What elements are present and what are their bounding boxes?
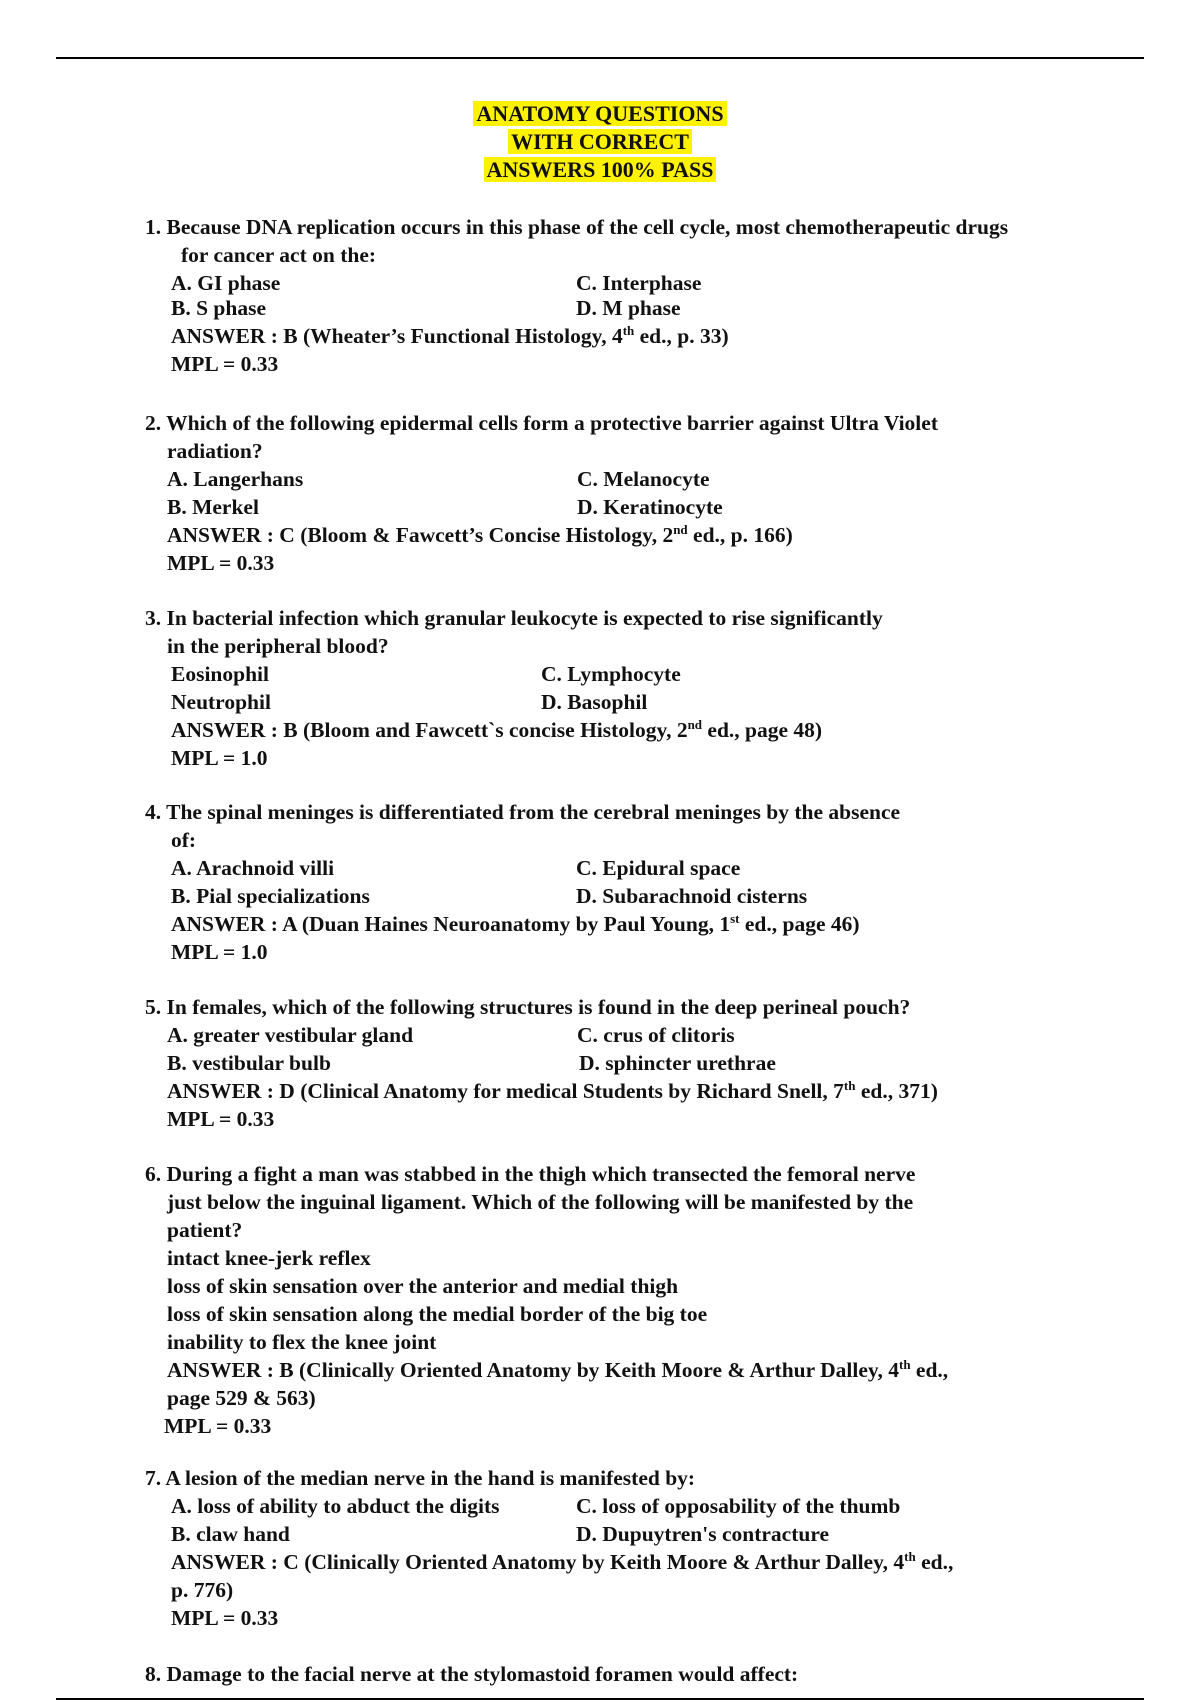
- question-4: [145, 798, 1135, 966]
- option-c: loss of skin sensation along the medial border of the big toe: [167, 1302, 708, 1326]
- answer-line: ANSWER : B (Bloom and Fawcett`s concise Histology, 2nd ed., page 48): [171, 716, 823, 742]
- question-stem: 8. Damage to the facial nerve at the stylomastoid foramen would affect:: [145, 1662, 799, 1686]
- option-c: C. Lymphocyte: [541, 662, 681, 686]
- top-rule: [56, 57, 1144, 59]
- question-7: [145, 1464, 1135, 1632]
- question-3: [145, 604, 1135, 772]
- option-c: C. Epidural space: [576, 856, 741, 880]
- option-a: A. Langerhans: [167, 467, 304, 491]
- option-b: B. Pial specializations: [171, 884, 370, 908]
- question-stem: in the peripheral blood?: [167, 634, 389, 658]
- answer-line-continued: p. 776): [171, 1578, 234, 1602]
- question-stem: radiation?: [167, 439, 263, 463]
- mpl-value: MPL = 0.33: [167, 551, 275, 575]
- document-title: [0, 100, 1200, 184]
- mpl-value: MPL = 1.0: [171, 940, 268, 964]
- question-stem: 7. A lesion of the median nerve in the hand is manifested by:: [145, 1466, 696, 1490]
- option-a: A. loss of ability to abduct the digits: [171, 1494, 500, 1518]
- title-line-3: ANSWERS 100% PASS: [484, 157, 717, 182]
- option-b: Neutrophil: [171, 690, 271, 714]
- option-b: B. S phase: [171, 296, 266, 320]
- title-line-1: ANATOMY QUESTIONS: [473, 101, 726, 126]
- option-d: D. M phase: [576, 296, 681, 320]
- option-d: inability to flex the knee joint: [167, 1330, 437, 1354]
- answer-line: ANSWER : A (Duan Haines Neuroanatomy by Paul Young, 1st ed., page 46): [171, 910, 860, 936]
- mpl-value: MPL = 0.33: [164, 1414, 272, 1438]
- question-stem: 2. Which of the following epidermal cells form a protective barrier against Ultra Violet: [145, 411, 938, 435]
- answer-line: ANSWER : C (Bloom & Fawcett’s Concise Histology, 2nd ed., p. 166): [167, 521, 793, 547]
- answer-line-continued: page 529 & 563): [167, 1386, 316, 1410]
- option-d: D. Subarachnoid cisterns: [576, 884, 808, 908]
- option-a: A. greater vestibular gland: [167, 1023, 414, 1047]
- answer-line: ANSWER : B (Clinically Oriented Anatomy by Keith Moore & Arthur Dalley, 4th ed.,: [167, 1356, 949, 1382]
- option-d: D. Dupuytren's contracture: [576, 1522, 830, 1546]
- question-1: [145, 213, 1135, 378]
- question-2: [145, 409, 1135, 577]
- question-stem: patient?: [167, 1218, 243, 1242]
- option-c: C. Melanocyte: [577, 467, 710, 491]
- option-b: B. vestibular bulb: [167, 1051, 331, 1075]
- option-d: D. Basophil: [541, 690, 648, 714]
- option-a: A. GI phase: [171, 271, 281, 295]
- title-line-2: WITH CORRECT: [508, 129, 692, 154]
- option-c: C. crus of clitoris: [577, 1023, 735, 1047]
- option-b: B. claw hand: [171, 1522, 290, 1546]
- option-d: D. sphincter urethrae: [579, 1051, 776, 1075]
- question-stem: just below the inguinal ligament. Which of the following will be manifested by the: [167, 1190, 914, 1214]
- question-6: [145, 1160, 1135, 1440]
- question-stem: for cancer act on the:: [181, 243, 377, 267]
- question-stem: 4. The spinal meninges is differentiated from the cerebral meninges by the absence: [145, 800, 901, 824]
- option-a: A. Arachnoid villi: [171, 856, 335, 880]
- question-stem: 3. In bacterial infection which granular leukocyte is expected to rise significantly: [145, 606, 883, 630]
- question-stem: 6. During a fight a man was stabbed in the thigh which transected the femoral nerve: [145, 1162, 916, 1186]
- option-c: C. Interphase: [576, 271, 702, 295]
- mpl-value: MPL = 0.33: [171, 1606, 279, 1630]
- question-stem: 1. Because DNA replication occurs in this phase of the cell cycle, most chemotherapeutic drugs: [145, 215, 1009, 239]
- answer-line: ANSWER : B (Wheater’s Functional Histology, 4th ed., p. 33): [171, 322, 729, 348]
- option-a: intact knee-jerk reflex: [167, 1246, 371, 1270]
- mpl-value: MPL = 0.33: [167, 1107, 275, 1131]
- option-c: C. loss of opposability of the thumb: [576, 1494, 901, 1518]
- question-stem: of:: [171, 828, 197, 852]
- question-stem: 5. In females, which of the following structures is found in the deep perineal pouch?: [145, 995, 911, 1019]
- question-8: [145, 1660, 1135, 1688]
- mpl-value: MPL = 1.0: [171, 746, 268, 770]
- option-b: loss of skin sensation over the anterior and medial thigh: [167, 1274, 679, 1298]
- answer-line: ANSWER : C (Clinically Oriented Anatomy by Keith Moore & Arthur Dalley, 4th ed.,: [171, 1548, 954, 1574]
- question-5: [145, 993, 1135, 1133]
- answer-line: ANSWER : D (Clinical Anatomy for medical Students by Richard Snell, 7th ed., 371): [167, 1077, 938, 1103]
- option-b: B. Merkel: [167, 495, 259, 519]
- option-d: D. Keratinocyte: [577, 495, 723, 519]
- mpl-value: MPL = 0.33: [171, 352, 279, 376]
- option-a: Eosinophil: [171, 662, 269, 686]
